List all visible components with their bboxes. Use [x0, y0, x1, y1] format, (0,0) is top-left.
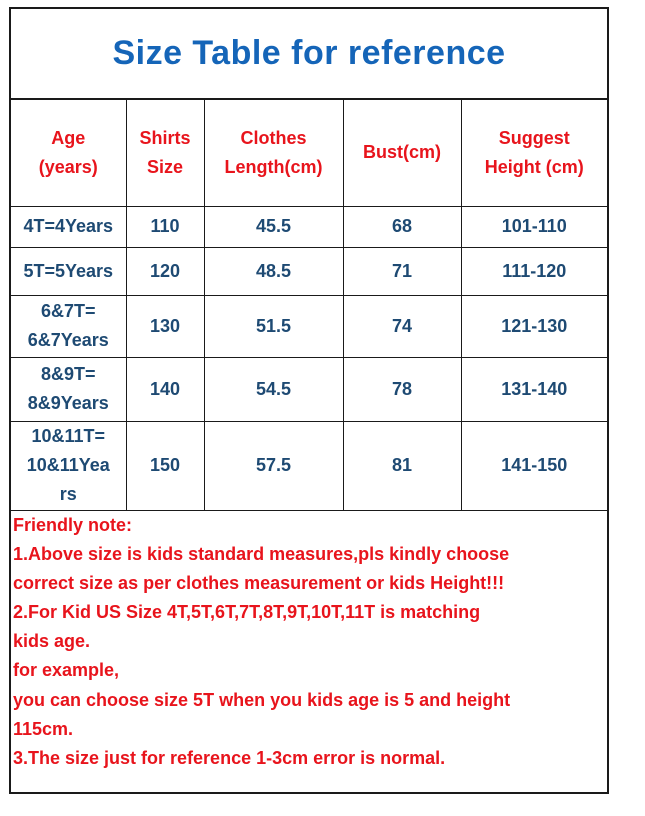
table-row [11, 421, 607, 510]
age-cell [11, 357, 126, 421]
note-line: 3.The size just for reference 1-3cm error is normal. [13, 747, 446, 768]
age-line: 10&11Yea [26, 455, 110, 475]
table-row [11, 357, 607, 421]
height-cell: 141-150 [461, 421, 607, 510]
bust-cell: 74 [343, 295, 461, 357]
header-age-line1: Age [51, 127, 86, 148]
header-clothes-line2: Length(cm) [224, 156, 323, 177]
note-line: kids age. [13, 631, 91, 652]
clothes-length-cell: 51.5 [204, 295, 343, 357]
table-row [11, 247, 607, 295]
note-line: 1.Above size is kids standard measures,pls kindly choose [13, 544, 510, 565]
age-line: 8&9Years [27, 393, 109, 413]
shirts-size-cell: 140 [126, 357, 204, 421]
bust-cell: 81 [343, 421, 461, 510]
friendly-notes [13, 511, 605, 773]
age-line: 8&9T= [40, 364, 96, 384]
note-line: 115cm. [13, 718, 74, 739]
age-cell [11, 247, 126, 295]
height-cell: 111-120 [461, 247, 607, 295]
age-line: rs [59, 484, 77, 504]
age-cell [11, 206, 126, 247]
header-bust-label: Bust(cm) [362, 142, 441, 163]
note-line: correct size as per clothes measurement or kids Height!!! [13, 573, 505, 594]
header-height-line2: Height (cm) [484, 156, 584, 177]
shirts-size-cell: 110 [126, 206, 204, 247]
clothes-length-cell: 57.5 [204, 421, 343, 510]
size-table [11, 98, 607, 511]
header-row [11, 99, 607, 206]
age-line: 6&7T= [40, 301, 96, 321]
table-row [11, 295, 607, 357]
table-row [11, 206, 607, 247]
bust-cell: 71 [343, 247, 461, 295]
height-cell: 101-110 [461, 206, 607, 247]
age-line: 10&11T= [31, 426, 106, 446]
clothes-length-cell: 48.5 [204, 247, 343, 295]
notes-heading: Friendly note: [13, 515, 133, 535]
shirts-size-cell: 120 [126, 247, 204, 295]
age-line: 5T=5Years [23, 260, 114, 281]
header-height-line1: Suggest [498, 127, 570, 148]
bust-cell: 78 [343, 357, 461, 421]
shirts-size-cell: 150 [126, 421, 204, 510]
bust-cell: 68 [343, 206, 461, 247]
clothes-length-cell: 45.5 [204, 206, 343, 247]
height-cell: 131-140 [461, 357, 607, 421]
header-suggest-height [461, 99, 607, 206]
age-line: 4T=4Years [23, 216, 114, 236]
note-line: 2.For Kid US Size 4T,5T,6T,7T,8T,9T,10T,11T is matching [13, 602, 481, 623]
note-line: for example, [13, 660, 120, 681]
header-age [11, 99, 126, 206]
header-shirts-line1: Shirts [139, 127, 191, 148]
age-line: 6&7Years [27, 330, 109, 350]
age-cell [11, 421, 126, 510]
page-title: Size Table for reference [112, 34, 506, 72]
note-line: you can choose size 5T when you kids age is 5 and height [13, 689, 511, 710]
title-row [11, 9, 607, 98]
header-shirts-size [126, 99, 204, 206]
age-cell [11, 295, 126, 357]
size-table-frame [9, 7, 609, 794]
height-cell: 121-130 [461, 295, 607, 357]
header-clothes-line1: Clothes [240, 127, 307, 148]
shirts-size-cell: 130 [126, 295, 204, 357]
header-clothes-length [204, 99, 343, 206]
header-age-line2: (years) [38, 156, 98, 177]
header-bust [343, 99, 461, 206]
clothes-length-cell: 54.5 [204, 357, 343, 421]
header-shirts-line2: Size [146, 156, 184, 177]
